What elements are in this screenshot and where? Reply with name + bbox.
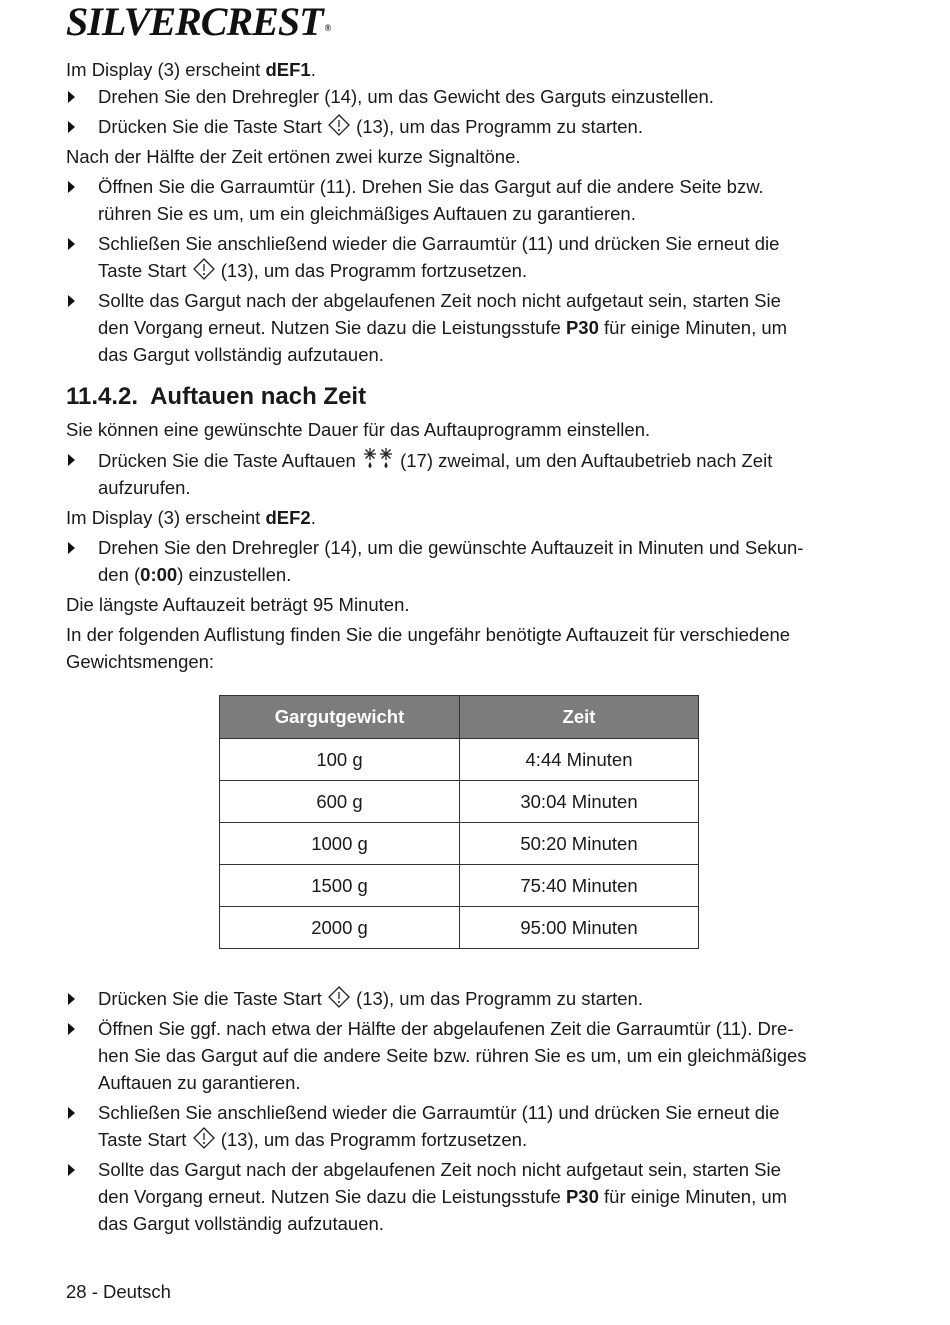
table-cell-time: 95:00 Minuten xyxy=(460,907,699,949)
paragraph-display-def2: Im Display (3) erscheint dEF2. xyxy=(66,507,316,528)
page-content xyxy=(66,56,861,1237)
page-footer: 28 - Deutsch xyxy=(66,1281,171,1302)
start-diamond-icon xyxy=(193,1127,215,1149)
paragraph-max-time: Die längste Auftauzeit beträgt 95 Minuten. xyxy=(66,594,410,615)
start-diamond-icon xyxy=(328,986,350,1008)
triangle-bullet-icon xyxy=(68,993,75,1005)
table-header-weight: Gargutgewicht xyxy=(220,696,460,739)
triangle-bullet-icon xyxy=(68,91,75,103)
registered-mark: ® xyxy=(324,23,331,33)
table-cell-time: 75:40 Minuten xyxy=(460,865,699,907)
paragraph-display-def1: Im Display (3) erscheint dEF1. xyxy=(66,59,316,80)
list-item: Schließen Sie anschließend wieder die Garraumtür (11) und drücken Sie erneut die Taste Start (13), um das Programm fortzusetzen. xyxy=(66,230,861,284)
list-item: Drücken Sie die Taste Auftauen (17) zweimal, um den Auftaubetrieb nach Zeit aufzurufen. xyxy=(66,446,861,501)
start-diamond-icon xyxy=(328,114,350,136)
triangle-bullet-icon xyxy=(68,1164,75,1176)
table-cell-weight: 1500 g xyxy=(220,865,460,907)
table-row xyxy=(220,781,699,823)
triangle-bullet-icon xyxy=(68,181,75,193)
list-item: Öffnen Sie die Garraumtür (11). Drehen Sie das Gargut auf die andere Seite bzw. rühren Sie es um, um ein gleichmäßiges Auftauen zu garantieren. xyxy=(66,173,861,227)
triangle-bullet-icon xyxy=(68,454,75,466)
list-item: Drücken Sie die Taste Start (13), um das Programm zu starten. xyxy=(66,985,861,1012)
list-item: Drücken Sie die Taste Start (13), um das Programm zu starten. xyxy=(66,113,861,140)
triangle-bullet-icon xyxy=(68,542,75,554)
list-item: Sollte das Gargut nach der abgelaufenen Zeit noch nicht aufgetaut sein, starten Sie den Vorgang erneut. Nutzen Sie dazu die Leistungsstufe P30 für einige Minuten, um das Gargut vollständig aufzutauen. xyxy=(66,287,861,368)
start-diamond-icon xyxy=(193,258,215,280)
brand-name: SILVERCREST xyxy=(66,0,323,44)
paragraph-signal: Nach der Hälfte der Zeit ertönen zwei kurze Signaltöne. xyxy=(66,146,521,167)
brand-logo xyxy=(66,2,330,42)
table-cell-weight: 2000 g xyxy=(220,907,460,949)
defrost-snowflake-icon xyxy=(362,446,394,470)
triangle-bullet-icon xyxy=(68,1023,75,1035)
table-header-row xyxy=(220,696,699,739)
table-row xyxy=(220,907,699,949)
paragraph-table-intro: In der folgenden Auflistung finden Sie die ungefähr benötigte Auftauzeit für verschiedene Gewichtsmengen: xyxy=(66,624,791,672)
table-cell-weight: 100 g xyxy=(220,739,460,781)
list-item: Sollte das Gargut nach der abgelaufenen Zeit noch nicht aufgetaut sein, starten Sie den Vorgang erneut. Nutzen Sie dazu die Leistungsstufe P30 für einige Minuten, um das Gargut vollständig aufzutauen. xyxy=(66,1156,861,1237)
table-cell-time: 4:44 Minuten xyxy=(460,739,699,781)
table-row xyxy=(220,823,699,865)
defrost-time-table xyxy=(219,695,699,949)
table-header-time: Zeit xyxy=(460,696,699,739)
display-code: dEF1 xyxy=(265,59,311,80)
table-cell-weight: 600 g xyxy=(220,781,460,823)
list-item: Schließen Sie anschließend wieder die Garraumtür (11) und drücken Sie erneut die Taste Start (13), um das Programm fortzusetzen. xyxy=(66,1099,861,1153)
section-title: Auftauen nach Zeit xyxy=(150,383,367,410)
triangle-bullet-icon xyxy=(68,1107,75,1119)
section-heading xyxy=(66,382,861,412)
table-row xyxy=(220,865,699,907)
section-number: 11.4.2. xyxy=(66,383,139,410)
triangle-bullet-icon xyxy=(68,238,75,250)
list-item: Drehen Sie den Drehregler (14), um das Gewicht des Garguts einzustellen. xyxy=(66,83,861,110)
list-item: Öffnen Sie ggf. nach etwa der Hälfte der abgelaufenen Zeit die Garraumtür (11). Dre- hen Sie das Gargut auf die andere Seite bzw. rühren Sie es um, um ein gleichmäßiges Auftauen zu garantieren. xyxy=(66,1015,861,1096)
list-item: Drehen Sie den Drehregler (14), um die gewünschte Auftauzeit in Minuten und Sekun- den (0:00) einzustellen. xyxy=(66,534,861,588)
table-cell-weight: 1000 g xyxy=(220,823,460,865)
triangle-bullet-icon xyxy=(68,121,75,133)
table-cell-time: 50:20 Minuten xyxy=(460,823,699,865)
table-row xyxy=(220,739,699,781)
table-cell-time: 30:04 Minuten xyxy=(460,781,699,823)
display-code: dEF2 xyxy=(265,507,311,528)
paragraph-intro: Sie können eine gewünschte Dauer für das Auftauprogramm einstellen. xyxy=(66,419,651,440)
triangle-bullet-icon xyxy=(68,295,75,307)
